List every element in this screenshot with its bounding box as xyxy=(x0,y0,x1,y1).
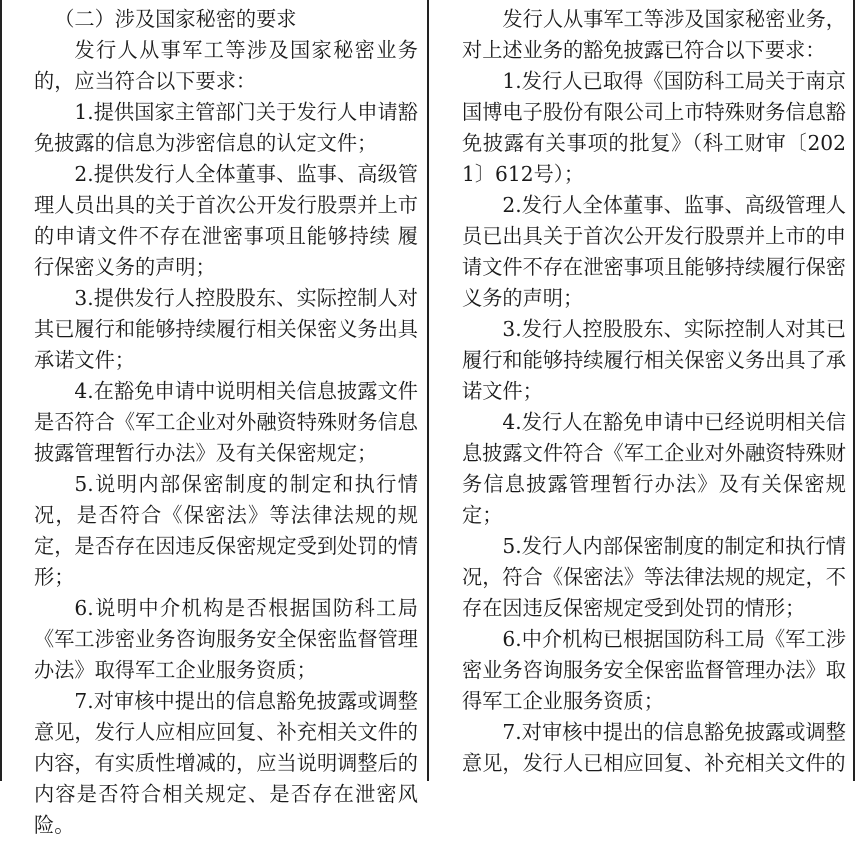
compliance-item-7: 7.对审核中提出的信息豁免披露或调整意见，发行人已相应回复、补充相关文件的 xyxy=(462,720,846,775)
compliance-intro: 发行人从事军工等涉及国家秘密业务，对上述业务的豁免披露已符合以下要求： xyxy=(462,7,846,62)
requirement-item-5: 5.说明内部保密制度的制定和执行情况，是否符合《保密法》等法律法规的规定，是否存在因违反保密规定受到处罚的情形； xyxy=(34,472,418,589)
compliance-item-2: 2.发行人全体董事、监事、高级管理人员已出具关于首次公开发行股票并上市的申请文件不存在泄密事项且能够持续履行保密义务的声明； xyxy=(462,193,846,310)
compliance-column xyxy=(428,0,856,781)
requirement-item-3: 3.提供发行人控股股东、实际控制人对其已履行和能够持续履行相关保密义务出具承诺文件； xyxy=(34,286,418,372)
requirements-column xyxy=(0,0,428,837)
compliance-item-1: 1.发行人已取得《国防科工局关于南京国博电子股份有限公司上市特殊财务信息豁免披露有关事项的批复》（科工财审〔2021〕612号）； xyxy=(462,69,846,186)
requirements-intro: 发行人从事军工等涉及国家秘密业务的，应当符合以下要求： xyxy=(34,38,418,93)
compliance-item-6: 6.中介机构已根据国防科工局《军工涉密业务咨询服务安全保密监督管理办法》取得军工企业服务资质； xyxy=(462,627,846,713)
section-heading: （二）涉及国家秘密的要求 xyxy=(54,7,297,31)
requirement-item-1: 1.提供国家主管部门关于发行人申请豁免披露的信息为涉密信息的认定文件； xyxy=(34,100,418,155)
requirement-item-4: 4.在豁免申请中说明相关信息披露文件是否符合《军工企业对外融资特殊财务信息披露管理暂行办法》及有关保密规定； xyxy=(34,379,418,465)
compliance-item-3: 3.发行人控股股东、实际控制人对其已履行和能够持续履行相关保密义务出具了承诺文件； xyxy=(462,317,846,403)
requirement-item-7: 7.对审核中提出的信息豁免披露或调整意见，发行人应相应回复、补充相关文件的内容，有实质性增减的，应当说明调整后的内容是否符合相关规定、是否存在泄密风险。 xyxy=(34,689,418,837)
requirement-item-2: 2.提供发行人全体董事、监事、高级管理人员出具的关于首次公开发行股票并上市的申请文件不存在泄密事项且能够持续 履行保密义务的声明； xyxy=(34,162,418,279)
compliance-item-4: 4.发行人在豁免申请中已经说明相关信息披露文件符合《军工企业对外融资特殊财务信息披露管理暂行办法》及有关保密规定； xyxy=(462,410,846,527)
requirement-item-6: 6.说明中介机构是否根据国防科工局《军工涉密业务咨询服务安全保密监督管理办法》取得军工企业服务资质； xyxy=(34,596,418,682)
compliance-item-5: 5.发行人内部保密制度的制定和执行情况，符合《保密法》等法律法规的规定，不存在因违反保密规定受到处罚的情形； xyxy=(462,534,846,620)
